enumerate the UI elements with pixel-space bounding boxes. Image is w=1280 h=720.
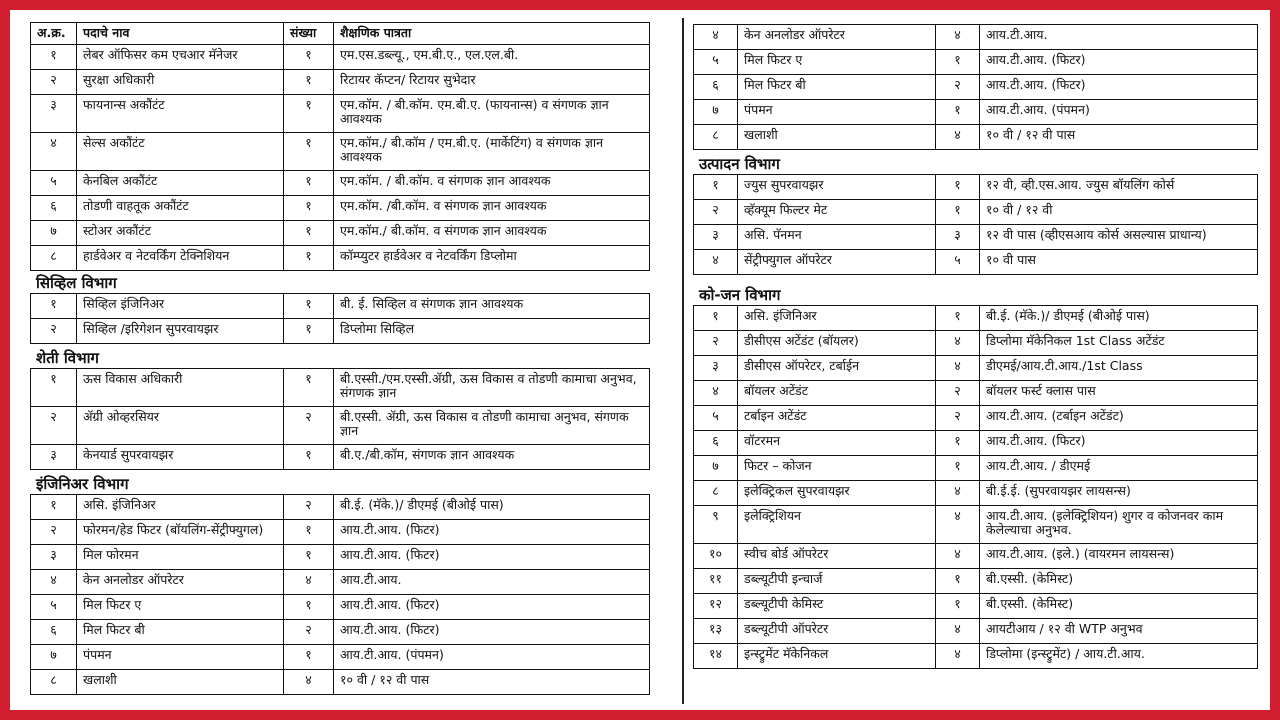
row-qualification: एम.कॉम. /बी.कॉम. व संगणक ज्ञान आवश्यक [334,196,650,221]
row-post-name: केनबिल अकौंटंट [77,171,284,196]
table-header [31,23,650,45]
table-row [694,100,1258,125]
row-qualification: १० वी / १२ वी [980,200,1258,225]
row-count: ४ [284,670,334,695]
table-row [694,619,1258,644]
row-qualification: आय.टी.आय. (फिटर) [980,431,1258,456]
row-count: ४ [284,570,334,595]
row-post-name: पंपमन [738,100,936,125]
row-qualification: बी. ई. सिव्हिल व संगणक ज्ञान आवश्यक [334,294,650,319]
table-row [31,133,650,171]
row-count: १ [284,520,334,545]
row-number: ८ [31,246,77,271]
row-post-name: मिल फिटर बी [77,620,284,645]
row-qualification: १० वी / १२ वी पास [980,125,1258,150]
table-row [694,406,1258,431]
row-post-name: डब्ल्यूटीपी ऑपरेटर [738,619,936,644]
table-row [694,644,1258,669]
row-post-name: व्हॅक्यूम फिल्टर मेट [738,200,936,225]
table-row [31,319,650,344]
row-count: १ [284,171,334,196]
row-post-name: केन अनलोडर ऑपरेटर [77,570,284,595]
row-number: २ [31,70,77,95]
row-post-name: असि. इंजिनिअर [738,306,936,331]
row-count: १ [936,569,980,594]
row-post-name: डब्ल्यूटीपी केमिस्ट [738,594,936,619]
table-row [694,50,1258,75]
row-number: ६ [694,75,738,100]
production-table [693,174,1258,275]
row-qualification: आय.टी.आय. (इले.) (वायरमन लायसन्स) [980,544,1258,569]
row-number: १ [31,294,77,319]
row-count: ४ [936,506,980,544]
table-row [694,456,1258,481]
row-count: २ [936,381,980,406]
row-count: १ [936,594,980,619]
row-count: ४ [936,331,980,356]
column-divider [682,18,684,704]
row-qualification: आय.टी.आय. / डीएमई [980,456,1258,481]
right-column [693,10,1258,669]
row-post-name: सेंट्रीफ्युगल ऑपरेटर [738,250,936,275]
row-post-name: असि. पॅनमन [738,225,936,250]
row-number: ४ [31,570,77,595]
table-row [694,594,1258,619]
row-qualification: बॉयलर फर्स्ट क्लास पास [980,381,1258,406]
row-number: ७ [31,221,77,246]
row-post-name: मिल फोरमन [77,545,284,570]
row-count: १ [284,445,334,470]
row-number: १ [694,306,738,331]
row-count: १ [284,45,334,70]
row-post-name: इलेक्ट्रिकल सुपरवायझर [738,481,936,506]
left-column [30,10,650,695]
row-qualification: बी.एस्सी. ॲग्री, ऊस विकास व तोडणी कामाचा अनुभव, संगणक ज्ञान [334,407,650,445]
row-qualification: एम.कॉम. / बी.कॉम. व संगणक ज्ञान आवश्यक [334,171,650,196]
table-row [694,481,1258,506]
row-number: ३ [31,95,77,133]
row-post-name: स्टोअर अकौंटंट [77,221,284,246]
table-row [31,95,650,133]
row-number: १ [31,369,77,407]
row-number: ६ [31,196,77,221]
row-count: ४ [936,356,980,381]
row-number: ५ [694,406,738,431]
main-table [30,22,650,271]
header-count: संख्या [284,23,334,45]
row-qualification: बी.ई. (मॅके.)/ डीएमई (बीओई पास) [334,495,650,520]
row-number: ८ [694,481,738,506]
table-row [31,670,650,695]
table-row [694,75,1258,100]
row-post-name: डब्ल्यूटीपी इन्चार्ज [738,569,936,594]
table-row [694,175,1258,200]
table-row [31,369,650,407]
row-post-name: लेबर ऑफिसर कम एचआर मॅनेजर [77,45,284,70]
table-row [694,25,1258,50]
table-row [31,445,650,470]
row-post-name: फोरमन/हेड फिटर (बॉयलिंग-सेंट्रीफ्युगल) [77,520,284,545]
row-number: ३ [694,225,738,250]
row-post-name: हार्डवेअर व नेटवर्किंग टेक्निशियन [77,246,284,271]
row-count: १ [936,175,980,200]
row-qualification: डीएमई/आय.टी.आय./1st Class [980,356,1258,381]
row-post-name: खलाशी [738,125,936,150]
row-qualification: बी.एस्सी. (केमिस्ट) [980,594,1258,619]
row-qualification: आय.टी.आय. (पंपमन) [334,645,650,670]
row-count: १ [284,221,334,246]
table-row [31,645,650,670]
row-qualification: आय.टी.आय. (टर्बाइन अटेंडंट) [980,406,1258,431]
row-number: ४ [694,381,738,406]
table-row [31,570,650,595]
row-count: १ [284,319,334,344]
row-number: २ [694,200,738,225]
row-number: २ [31,407,77,445]
table-row [694,544,1258,569]
row-count: ५ [936,250,980,275]
table-row [31,246,650,271]
row-qualification: १० वी पास [980,250,1258,275]
row-count: १ [936,200,980,225]
row-post-name: स्वीच बोर्ड ऑपरेटर [738,544,936,569]
table-row [694,569,1258,594]
row-number: ७ [31,645,77,670]
table-row [31,196,650,221]
row-qualification: १० वी / १२ वी पास [334,670,650,695]
table-row [31,520,650,545]
row-qualification: बी.एस्सी. (केमिस्ट) [980,569,1258,594]
row-post-name: केनयार्ड सुपरवायझर [77,445,284,470]
row-number: २ [694,331,738,356]
row-qualification: एम.कॉम./ बी.कॉम. व संगणक ज्ञान आवश्यक [334,221,650,246]
row-count: १ [936,431,980,456]
section-title-production: उत्पादन विभाग [699,155,780,173]
row-number: ४ [31,133,77,171]
table-row [31,495,650,520]
table-row [694,431,1258,456]
row-qualification: एम.कॉम./ बी.कॉम / एम.बी.ए. (मार्केटिंग) व संगणक ज्ञान आवश्यक [334,133,650,171]
row-post-name: तोडणी वाहतूक अकौंटंट [77,196,284,221]
row-count: १ [936,50,980,75]
row-post-name: फायनान्स अकौंटंट [77,95,284,133]
table-row [31,45,650,70]
row-post-name: बॉयलर अटेंडंट [738,381,936,406]
row-post-name: मिल फिटर ए [77,595,284,620]
row-qualification: आय.टी.आय. (पंपमन) [980,100,1258,125]
civil-table [30,293,650,344]
row-number: ४ [694,250,738,275]
row-post-name: टर्बाइन अटेंडंट [738,406,936,431]
row-qualification: रिटायर कॅप्टन/ रिटायर सुभेदार [334,70,650,95]
row-count: १ [284,369,334,407]
row-number: १२ [694,594,738,619]
row-count: ४ [936,481,980,506]
row-number: ७ [694,100,738,125]
row-number: १ [31,45,77,70]
row-count: ४ [936,125,980,150]
row-number: २ [31,520,77,545]
section-title-cogen: को-जन विभाग [699,286,781,304]
row-number: १ [31,495,77,520]
row-number: ३ [31,545,77,570]
row-number: २ [31,319,77,344]
row-count: १ [284,70,334,95]
row-number: ३ [31,445,77,470]
row-qualification: कॉम्प्युटर हार्डवेअर व नेटवर्किंग डिप्लोमा [334,246,650,271]
table-row [31,620,650,645]
row-qualification: डिप्लोमा सिव्हिल [334,319,650,344]
row-qualification: आय.टी.आय. [334,570,650,595]
row-post-name: मिल फिटर बी [738,75,936,100]
row-post-name: सुरक्षा अधिकारी [77,70,284,95]
table-row [31,407,650,445]
header-qual: शैक्षणिक पात्रता [334,23,650,45]
row-post-name: ॲग्री ओव्हरसियर [77,407,284,445]
row-count: १ [284,595,334,620]
row-post-name: फिटर – कोजन [738,456,936,481]
row-number: ९ [694,506,738,544]
section-title-civil: सिव्हिल विभाग [36,274,117,292]
row-number: ५ [31,595,77,620]
row-qualification: एम.एस.डब्ल्यू., एम.बी.ए., एल.एल.बी. [334,45,650,70]
row-post-name: सिव्हिल /इरिगेशन सुपरवायझर [77,319,284,344]
row-qualification: डिप्लोमा मॅकेनिकल 1st Class अटेंडंट [980,331,1258,356]
row-post-name: केन अनलोडर ऑपरेटर [738,25,936,50]
table-row [694,225,1258,250]
row-count: २ [284,407,334,445]
row-qualification: १२ वी पास (व्हीएसआय कोर्स असल्यास प्राधान्य) [980,225,1258,250]
table-row [694,331,1258,356]
row-post-name: पंपमन [77,645,284,670]
header-post: पदाचे नाव [77,23,284,45]
row-qualification: आय.टी.आय. (फिटर) [980,75,1258,100]
row-number: ४ [694,25,738,50]
engg-table [30,494,650,695]
row-post-name: इलेक्ट्रिशियन [738,506,936,544]
row-count: ४ [936,25,980,50]
row-qualification: डिप्लोमा (इन्स्ट्रुमेंट) / आय.टी.आय. [980,644,1258,669]
row-number: १४ [694,644,738,669]
row-post-name: सेल्स अकौंटंट [77,133,284,171]
row-qualification: बी.ई. (मॅके.)/ डीएमई (बीओई पास) [980,306,1258,331]
row-post-name: इन्स्ट्रुमेंट मॅकेनिकल [738,644,936,669]
header-sr: अ.क्र. [31,23,77,45]
table-row [694,200,1258,225]
row-post-name: ऊस विकास अधिकारी [77,369,284,407]
row-count: १ [284,294,334,319]
row-count: ४ [936,544,980,569]
table-row [694,250,1258,275]
row-qualification: एम.कॉम. / बी.कॉम. एम.बी.ए. (फायनान्स) व संगणक ज्ञान आवश्यक [334,95,650,133]
table-row [31,221,650,246]
row-count: २ [284,495,334,520]
row-qualification: आय.टी.आय. [980,25,1258,50]
row-count: ४ [936,619,980,644]
row-count: १ [284,196,334,221]
table-row [694,356,1258,381]
row-post-name: डीसीएस ऑपरेटर, टर्बाईन [738,356,936,381]
row-count: ३ [936,225,980,250]
row-number: ७ [694,456,738,481]
section-title-engg: इंजिनिअर विभाग [36,475,129,493]
row-count: २ [936,406,980,431]
table-row [31,70,650,95]
row-qualification: आय.टी.आय. (फिटर) [334,520,650,545]
row-count: १ [284,645,334,670]
row-number: ६ [694,431,738,456]
row-qualification: आय.टी.आय. (फिटर) [334,595,650,620]
row-number: १० [694,544,738,569]
row-post-name: असि. इंजिनिअर [77,495,284,520]
table-row [694,381,1258,406]
table-row [31,171,650,196]
row-qualification: आय.टी.आय. (फिटर) [334,545,650,570]
row-number: ५ [31,171,77,196]
row-qualification: १२ वी, व्ही.एस.आय. ज्युस बॉयलिंग कोर्स [980,175,1258,200]
row-post-name: खलाशी [77,670,284,695]
row-count: १ [284,133,334,171]
row-count: १ [936,456,980,481]
row-qualification: बी.एस्सी./एम.एस्सी.ॲग्री, ऊस विकास व तोडणी कामाचा अनुभव, संगणक ज्ञान [334,369,650,407]
row-count: २ [284,620,334,645]
row-post-name: वॉटरमन [738,431,936,456]
row-number: ५ [694,50,738,75]
row-number: ८ [694,125,738,150]
row-number: १३ [694,619,738,644]
row-count: २ [936,75,980,100]
table-row [694,306,1258,331]
section-title-agri: शेती विभाग [36,349,99,367]
row-number: ८ [31,670,77,695]
continued-table [693,24,1258,150]
notice-paper [10,10,1270,710]
row-count: १ [284,246,334,271]
row-qualification: आयटीआय / १२ वी WTP अनुभव [980,619,1258,644]
row-post-name: ज्युस सुपरवायझर [738,175,936,200]
row-qualification: बी.ए./बी.कॉम, संगणक ज्ञान आवश्यक [334,445,650,470]
row-qualification: आय.टी.आय. (फिटर) [980,50,1258,75]
row-number: ६ [31,620,77,645]
row-count: १ [936,306,980,331]
row-qualification: आय.टी.आय. (इलेक्ट्रिशियन) शुगर व कोजनवर काम केलेल्याचा अनुभव. [980,506,1258,544]
table-row [31,595,650,620]
row-number: ३ [694,356,738,381]
row-count: ४ [936,644,980,669]
row-qualification: बी.ई.ई. (सुपरवायझर लायसन्स) [980,481,1258,506]
row-number: ११ [694,569,738,594]
row-count: १ [936,100,980,125]
table-row [694,506,1258,544]
row-post-name: मिल फिटर ए [738,50,936,75]
row-qualification: आय.टी.आय. (फिटर) [334,620,650,645]
row-count: १ [284,95,334,133]
agri-table [30,368,650,470]
row-number: १ [694,175,738,200]
table-row [31,294,650,319]
row-count: १ [284,545,334,570]
table-row [31,545,650,570]
row-post-name: डीसीएस अटेंडंट (बॉयलर) [738,331,936,356]
cogen-table [693,305,1258,669]
row-post-name: सिव्हिल इंजिनिअर [77,294,284,319]
table-row [694,125,1258,150]
